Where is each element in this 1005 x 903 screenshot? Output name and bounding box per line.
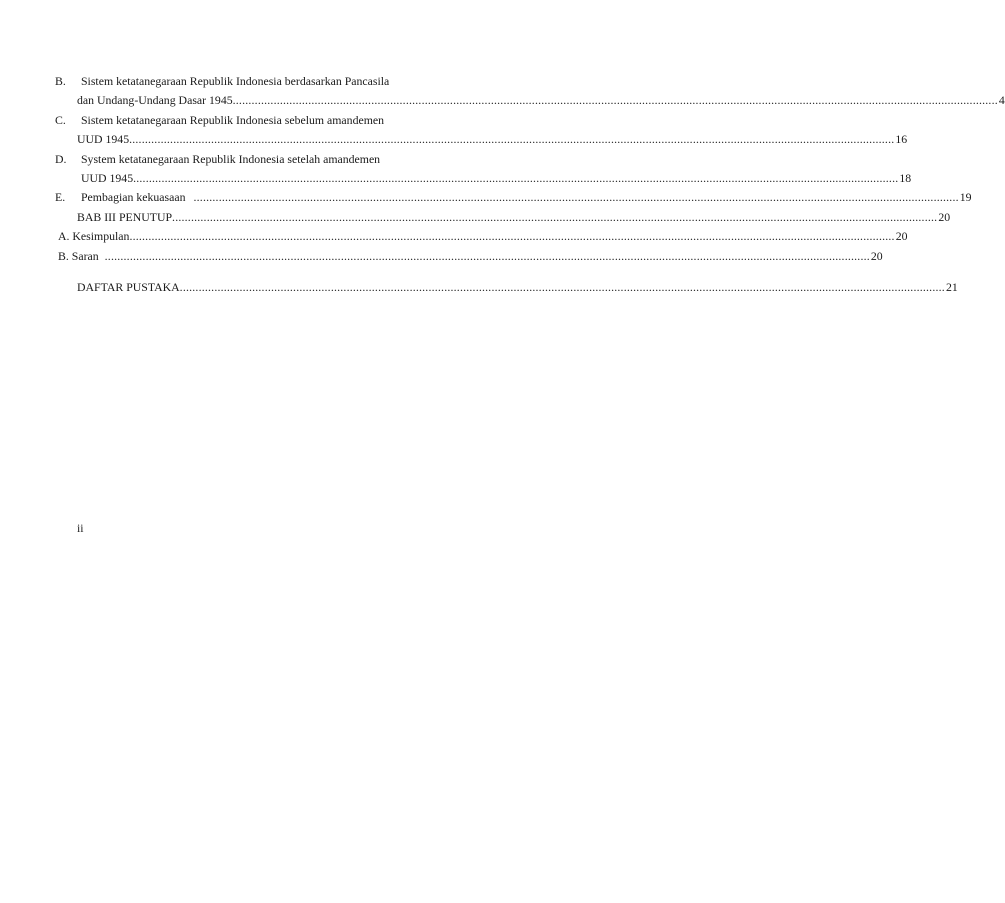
toc-entry-d-page: 18 bbox=[899, 170, 912, 185]
toc-entry-b-page: 4 bbox=[998, 93, 1005, 108]
toc-entry-kesimpulan-leader-row[interactable] bbox=[58, 227, 908, 246]
toc-entry-kesimpulan-page: 20 bbox=[895, 229, 908, 244]
toc-leader-dots: ................................................................................................................................................................................................................................................... bbox=[179, 279, 945, 294]
toc-entry-c-line-1 bbox=[0, 111, 638, 130]
toc-leader-dots: ................................................................................................................................................................................................................................................... bbox=[133, 170, 899, 185]
toc-entry-d-leader-row[interactable] bbox=[81, 169, 912, 188]
toc-entry-e-letter: E. bbox=[55, 190, 66, 205]
toc-leader-dots: ................................................................................................................................................................................................................................................... bbox=[172, 209, 938, 224]
toc-leader-dots: ................................................................................................................................................................................................................................................... bbox=[129, 229, 895, 244]
toc-entry-daftar-pustaka-leader-row[interactable] bbox=[77, 278, 958, 297]
toc-entry-bab3-title: BAB III PENUTUP bbox=[77, 209, 173, 224]
toc-entry-kesimpulan-title: A. Kesimpulan bbox=[58, 229, 130, 244]
toc-entry-d-line-2[interactable] bbox=[0, 169, 912, 188]
toc-entry-e-page: 19 bbox=[959, 190, 972, 205]
toc-entry-saran-page: 20 bbox=[870, 248, 883, 263]
toc-entry-daftar-pustaka-page: 21 bbox=[945, 279, 958, 294]
toc-entry-b-line-1 bbox=[0, 72, 638, 91]
toc-entry-saran-title: B. Saran bbox=[58, 248, 99, 263]
toc-entry-b-title-cont: dan Undang-Undang Dasar 1945 bbox=[77, 93, 233, 108]
toc-entry-b-leader-row[interactable] bbox=[77, 91, 1005, 110]
toc-entry-c-leader-row[interactable] bbox=[77, 130, 908, 149]
toc-entry-e-leader-row[interactable] bbox=[81, 188, 972, 207]
toc-entry-daftar-pustaka-title: DAFTAR PUSTAKA bbox=[77, 279, 180, 294]
toc-entry-b-title: Sistem ketatanegaraan Republik Indonesia berdasarkan Pancasila bbox=[81, 74, 390, 88]
toc-leader-dots: ................................................................................................................................................................................................................................................... bbox=[129, 132, 895, 147]
table-of-contents bbox=[0, 72, 1005, 297]
toc-entry-d-title: System ketatanegaraan Republik Indonesia setelah amandemen bbox=[81, 151, 381, 166]
toc-entry-saran-leader-row[interactable] bbox=[58, 247, 883, 266]
toc-entry-d-letter: D. bbox=[55, 151, 67, 166]
toc-leader-dots: ................................................................................................................................................................................................................................................... bbox=[104, 248, 870, 263]
toc-entry-bab3-page: 20 bbox=[938, 209, 951, 224]
toc-entry-e-title: Pembagian kekuasaan bbox=[81, 190, 186, 205]
toc-entry-d-line-1 bbox=[0, 150, 638, 169]
toc-entry-c-page: 16 bbox=[895, 132, 908, 147]
toc-entry-c-title: Sistem ketatanegaraan Republik Indonesia sebelum amandemen bbox=[81, 112, 385, 127]
toc-entry-daftar-pustaka-line[interactable] bbox=[0, 278, 958, 297]
toc-entry-c-line-2[interactable] bbox=[0, 130, 908, 149]
page-number: ii bbox=[77, 521, 84, 535]
toc-entry-bab3-line[interactable] bbox=[0, 208, 951, 227]
toc-entry-b-letter: B. bbox=[55, 74, 66, 88]
toc-spacer bbox=[0, 266, 638, 278]
toc-entry-e-line[interactable] bbox=[0, 188, 972, 207]
toc-entry-c-title-cont: UUD 1945 bbox=[77, 132, 130, 147]
toc-entry-b-line-2[interactable] bbox=[0, 91, 1005, 110]
toc-leader-dots: ................................................................................................................................................................................................................................................... bbox=[193, 190, 959, 205]
toc-entry-c-letter: C. bbox=[55, 112, 66, 127]
toc-entry-saran-line[interactable] bbox=[0, 247, 883, 266]
toc-entry-d-title-cont: UUD 1945 bbox=[81, 170, 134, 185]
toc-entry-bab3-leader-row[interactable] bbox=[77, 208, 951, 227]
toc-entry-kesimpulan-line[interactable] bbox=[0, 227, 908, 246]
toc-leader-dots: ................................................................................................................................................................................................................................................... bbox=[232, 93, 998, 108]
